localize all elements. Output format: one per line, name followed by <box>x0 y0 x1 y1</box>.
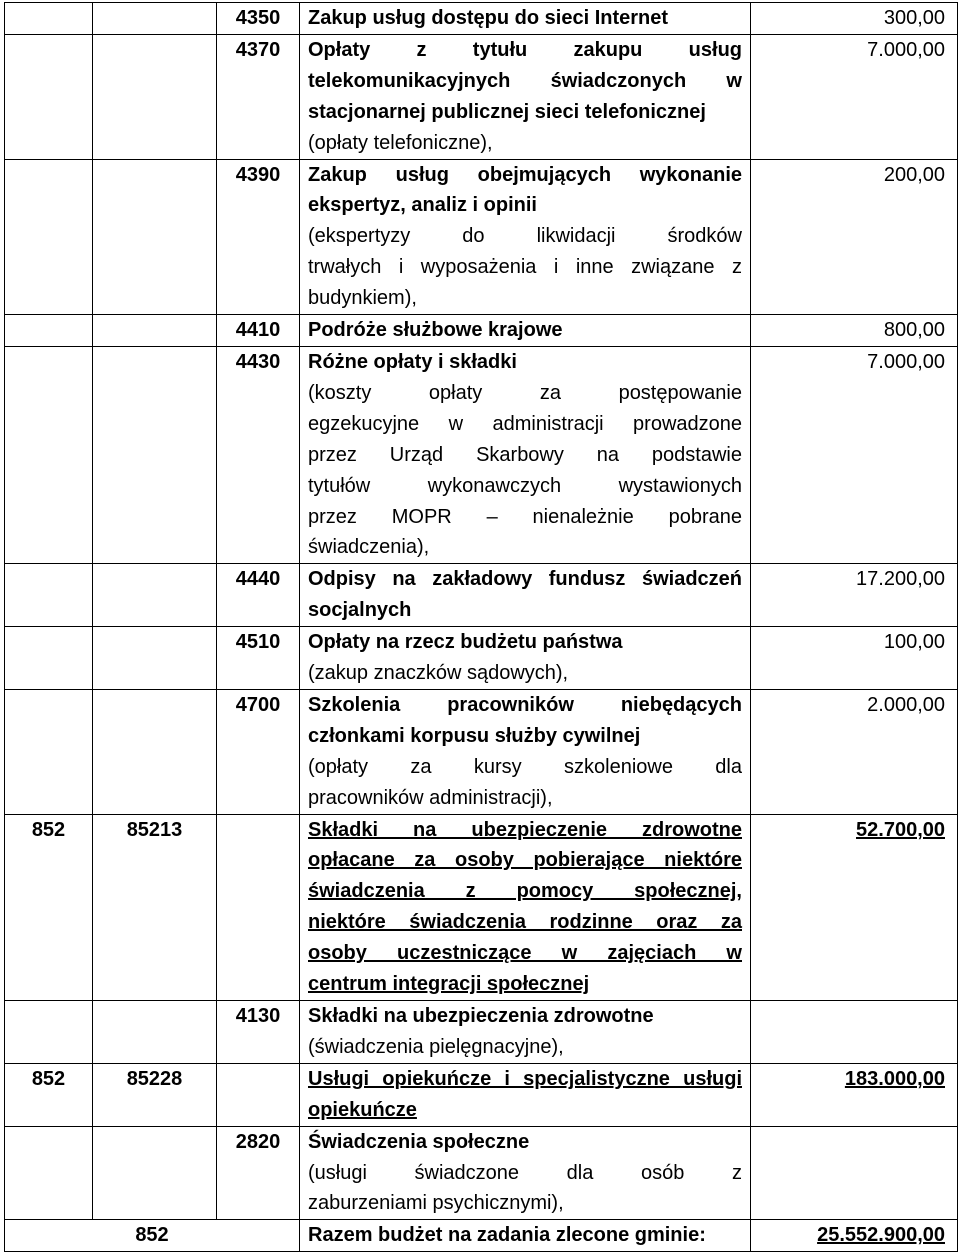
item-title-line: socjalnych <box>308 599 412 622</box>
budget-table-body <box>5 3 958 1252</box>
item-title-line: Zakup usług dostępu do sieci Internet <box>308 7 669 29</box>
rozdzial-cell <box>93 3 217 35</box>
item-title-line: stacjonarnej publicznej sieci telefonicznej <box>308 100 706 123</box>
paragraf-code: 4440 <box>217 564 300 627</box>
section-header-row <box>5 814 958 1000</box>
rozdzial-cell <box>93 34 217 159</box>
dzial-cell <box>5 315 93 347</box>
item-title-line: Składki na ubezpieczenia zdrowotne <box>308 1005 654 1027</box>
paragraf-code: 4700 <box>217 689 300 814</box>
item-note-line: świadczenia), <box>308 536 430 559</box>
paragraf-code: 4390 <box>217 159 300 315</box>
item-amount: 7.000,00 <box>751 346 958 563</box>
budget-row <box>5 159 958 315</box>
section-title-line: świadczenia z pomocy społecznej, <box>308 880 742 903</box>
paragraf-code: 4370 <box>217 34 300 159</box>
rozdzial-cell <box>93 1001 217 1064</box>
dzial-cell <box>5 627 93 690</box>
rozdzial-cell <box>93 159 217 315</box>
section-title-line: osoby uczestniczące w zajęciach w <box>308 942 742 965</box>
item-description <box>300 159 751 315</box>
section-title-line: Składki na ubezpieczenie zdrowotne <box>308 818 742 841</box>
total-label: Razem budżet na zadania zlecone gminie: <box>300 1220 751 1252</box>
item-amount: 2.000,00 <box>751 689 958 814</box>
section-item-row <box>5 1126 958 1220</box>
paragraf-code: 2820 <box>217 1126 300 1220</box>
dzial-cell <box>5 1001 93 1064</box>
item-note-line: budynkiem), <box>308 287 417 310</box>
dzial-cell <box>5 689 93 814</box>
item-description <box>300 1126 751 1220</box>
paragraf-cell <box>217 814 300 1000</box>
rozdzial-cell <box>93 346 217 563</box>
item-note-line: (opłaty telefoniczne), <box>308 131 493 154</box>
section-amount: 183.000,00 <box>751 1063 958 1126</box>
item-amount <box>751 1001 958 1064</box>
budget-row <box>5 689 958 814</box>
paragraf-code: 4430 <box>217 346 300 563</box>
dzial-cell <box>5 1126 93 1220</box>
item-amount <box>751 1126 958 1220</box>
item-amount: 17.200,00 <box>751 564 958 627</box>
paragraf-code: 4410 <box>217 315 300 347</box>
item-title-line: Opłaty z tytułu zakupu usług <box>308 38 742 61</box>
item-description <box>300 346 751 563</box>
rozdzial-cell <box>93 1126 217 1220</box>
item-note-line: (świadczenia pielęgnacyjne), <box>308 1035 564 1058</box>
section-title-line: opłacane za osoby pobierające niektóre <box>308 849 742 872</box>
item-note-line: (usługi świadczone dla osób z <box>308 1161 742 1184</box>
item-note-line: (opłaty za kursy szkoleniowe dla <box>308 755 742 778</box>
dzial-cell <box>5 346 93 563</box>
item-amount: 7.000,00 <box>751 34 958 159</box>
dzial-code: 852 <box>5 814 93 1000</box>
section-title-line: centrum integracji społecznej <box>308 973 590 996</box>
budget-row <box>5 564 958 627</box>
item-title-line: telekomunikacyjnych świadczonych w <box>308 69 742 92</box>
item-description <box>300 34 751 159</box>
dzial-cell <box>5 3 93 35</box>
total-dzial-code: 852 <box>5 1220 300 1252</box>
rozdzial-cell <box>93 315 217 347</box>
item-description <box>300 627 751 690</box>
item-amount: 200,00 <box>751 159 958 315</box>
section-item-row <box>5 1001 958 1064</box>
dzial-cell <box>5 564 93 627</box>
paragraf-code: 4350 <box>217 3 300 35</box>
item-description <box>300 564 751 627</box>
item-description <box>300 1001 751 1064</box>
paragraf-code: 4510 <box>217 627 300 690</box>
rozdzial-code: 85213 <box>93 814 217 1000</box>
section-amount: 52.700,00 <box>751 814 958 1000</box>
budget-row <box>5 34 958 159</box>
item-note-line: tytułów wykonawczych wystawionych <box>308 474 742 497</box>
dzial-cell <box>5 34 93 159</box>
item-note-line: przez Urząd Skarbowy na podstawie <box>308 443 742 466</box>
section-title-line: niektóre świadczenia rodzinne oraz za <box>308 911 742 934</box>
section-title-line: Usługi opiekuńcze i specjalistyczne usługi <box>308 1067 742 1090</box>
budget-row <box>5 346 958 563</box>
section-description <box>300 814 751 1000</box>
paragraf-cell <box>217 1063 300 1126</box>
item-title-line: Odpisy na zakładowy fundusz świadczeń <box>308 568 742 591</box>
section-header-row <box>5 1063 958 1126</box>
budget-row <box>5 627 958 690</box>
item-title-line: Świadczenia społeczne <box>308 1130 530 1153</box>
item-title-line: Różne opłaty i składki <box>308 350 517 373</box>
budget-row <box>5 3 958 35</box>
total-row <box>5 1220 958 1252</box>
item-amount: 300,00 <box>751 3 958 35</box>
rozdzial-cell <box>93 689 217 814</box>
item-title-line: Podróże służbowe krajowe <box>308 319 563 342</box>
item-amount: 800,00 <box>751 315 958 347</box>
section-description <box>300 1063 751 1126</box>
total-amount: 25.552.900,00 <box>751 1220 958 1252</box>
item-note-line: przez MOPR – nienależnie pobrane <box>308 505 742 528</box>
item-note-line: trwałych i wyposażenia i inne związane z <box>308 256 742 279</box>
dzial-cell <box>5 159 93 315</box>
item-description <box>300 689 751 814</box>
item-title-line: Szkolenia pracowników niebędących <box>308 693 742 716</box>
paragraf-code: 4130 <box>217 1001 300 1064</box>
item-description <box>300 3 751 35</box>
item-note-line: pracowników administracji), <box>308 786 553 809</box>
section-title-line: opiekuńcze <box>308 1098 417 1121</box>
item-note-line: (ekspertyzy do likwidacji środków <box>308 225 742 248</box>
item-amount: 100,00 <box>751 627 958 690</box>
item-title-line: ekspertyz, analiz i opinii <box>308 194 537 217</box>
rozdzial-cell <box>93 564 217 627</box>
rozdzial-cell <box>93 627 217 690</box>
item-note-line: zaburzeniami psychicznymi), <box>308 1192 564 1215</box>
item-title-line: Zakup usług obejmujących wykonanie <box>308 163 742 186</box>
item-note-line: (koszty opłaty za postępowanie <box>308 381 742 404</box>
budget-row <box>5 315 958 347</box>
item-description <box>300 315 751 347</box>
item-note-line: egzekucyjne w administracji prowadzone <box>308 412 742 435</box>
dzial-code: 852 <box>5 1063 93 1126</box>
item-note-line: (zakup znaczków sądowych), <box>308 662 569 685</box>
rozdzial-code: 85228 <box>93 1063 217 1126</box>
item-title-line: członkami korpusu służby cywilnej <box>308 724 641 747</box>
budget-table <box>4 2 958 1252</box>
item-title-line: Opłaty na rzecz budżetu państwa <box>308 631 623 654</box>
